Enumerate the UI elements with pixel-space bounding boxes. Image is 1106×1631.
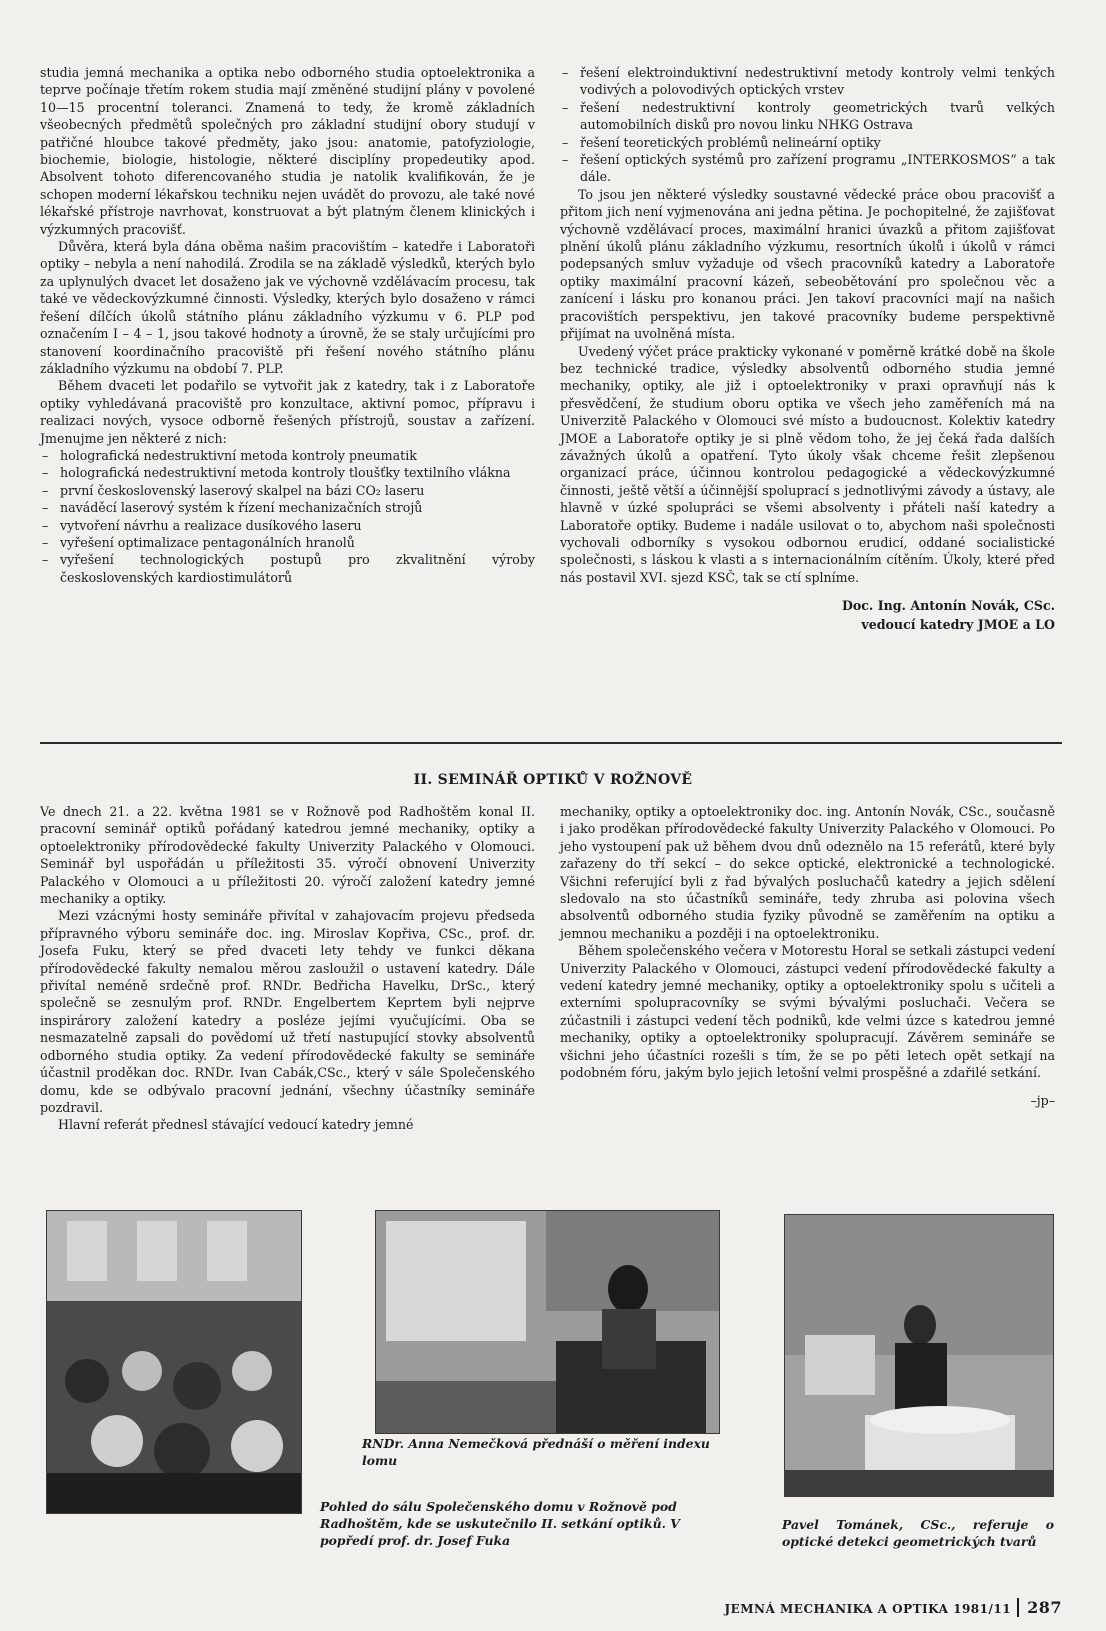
- paragraph: Hlavní referát přednesl stávající vedoucí katedry jemné: [58, 1117, 414, 1133]
- list-item: – řešení teoretických problémů nelineární optiky: [560, 134, 1055, 151]
- page-number: 287: [1017, 1598, 1062, 1617]
- journal-title: JEMNÁ MECHANIKA A OPTIKA 1981/11: [724, 1602, 1012, 1616]
- list-item: – řešení elektroinduktivní nedestruktivní metody kontroly velmi tenkých vodivých a polovodivých optických vrstev: [560, 64, 1055, 99]
- audience-hall-photo: [46, 1210, 302, 1514]
- photo-caption: RNDr. Anna Nemečková přednáší o měření indexu lomu: [362, 1436, 710, 1468]
- results-list: [40, 447, 535, 586]
- author-signature: [560, 596, 1055, 634]
- author-role: vedoucí katedry JMOE a LO: [861, 617, 1055, 633]
- list-item: – řešení nedestruktivní kontroly geometrických tvarů velkých automobilních disků pro novou linku NHKG Ostrava: [560, 99, 1055, 134]
- list-item: – řešení optických systémů pro zařízení programu „INTERKOSMOS“ a tak dále.: [560, 151, 1055, 186]
- photo-caption: Pavel Tománek, CSc., referuje o optické detekci geometrických tvarů: [782, 1517, 1054, 1549]
- photo-caption: Pohled do sálu Společenského domu v Rožnově pod Radhoštěm, kde se uskutečnilo II. setkání optiků. V popředí prof. dr. Josef Fuka: [320, 1499, 680, 1548]
- results-list: [560, 64, 1055, 186]
- list-item: – holografická nedestruktivní metoda kontroly tloušťky textilního vlákna: [40, 464, 535, 481]
- author-name: Doc. Ing. Antonín Novák, CSc.: [841, 598, 1055, 614]
- article-continuation-right: [560, 64, 1055, 634]
- paragraph: mechaniky, optiky a optoelektroniky doc. ing. Antonín Novák, CSc., současně i jako proděkan přírodovědecké fakulty Univerzity Palackého v Olomouci. Po jeho vystoupení pak už během dvou dnů odeznělo na 15 referátů, které byly zařazeny do tří sekcí – do sekce optické, elektronické a technologické. Všichni referující byli z řad bývalých posluchačů katedry a jejich sdělení sledovalo na sto účastníků semináře, tedy zhruba asi polovina všech absolventů odborného studia fyziky původně se zaměřením na optiku a jemnou mechaniku a později i na optoelektroniku.: [560, 804, 1055, 941]
- article-continuation-left: [40, 64, 535, 586]
- paragraph: Ve dnech 21. a 22. května 1981 se v Rožnově pod Radhoštěm konal II. pracovní seminář optiků pořádaný katedrou jemné mechaniky, optiky a optoelektroniky přírodovědecké fakulty Univerzity Palackého v Olomouci. Seminář byl uspořádán u příležitosti 35. výročí obnovení Univerzity Palackého v Olomouci a u příležitosti 20. výročí založení katedry jemné mechaniky a optiky.: [40, 804, 535, 907]
- paragraph: Mezi vzácnými hosty semináře přivítal v zahajovacím projevu předseda přípravného výboru semináře doc. ing. Miroslav Kopřiva, CSc., prof. dr. Josefa Fuku, který se před dvaceti lety tehdy ve funkci děkana přírodovědecké fakulty nemalou měrou zasloužil o ustavení katedry. Dále přivítal neméně srdečně prof. RNDr. Bedřicha Havelku, DrSc., který společně se zesnulým prof. RNDr. Engelbertem Keprtem byli nejprve inspirárory založení katedry a posléze jejími vyučujícími. Oba se nesmazatelně zapsali do povědomí už třetí nastupující stovky absolventů odborného studia optiky. Za vedení přírodovědecké fakulty se semináře účastnil proděkan doc. RNDr. Ivan Cabák,CSc., který v sále Společenského domu, kde se odbývalo pracovní jednání, všechny účastníky semináře pozdravil.: [40, 908, 535, 1115]
- paragraph: Během dvaceti let podařilo se vytvořit jak z katedry, tak i z Laboratoře optiky vyhledávaná pracoviště pro konzultace, aktivní pomoc, přípravu i realizaci nových, vysoce odborně řešených přístrojů, soustav a zařízení. Jmenujme jen některé z nich:: [40, 378, 535, 446]
- paragraph: studia jemná mechanika a optika nebo odborného studia optoelektronika a teprve počínaje třetím rokem studia mají změněné studijní plány v povolené 10—15 procentní toleranci. Znamená to tedy, že kromě základních všeobecných předmětů společných pro základní studijní obory studují v patřičné hloubce takové předměty, jako jsou: anatomie, patofyziologie, biochemie, biologie, histologie, některé disciplíny propedeutiky apod. Absolvent tohoto diferencovaného studia je natolik kvalifikován, že je schopen moderní lékařskou techniku nejen uvádět do provozu, ale také nové lékařské přístroje navrhovat, konstruovat a být platným členem klinických i výzkumných pracovišť.: [40, 65, 535, 237]
- page-footer: [724, 1598, 1062, 1617]
- section-divider: [40, 742, 1062, 744]
- list-item: – první československý laserový skalpel na bázi CO₂ laseru: [40, 482, 535, 499]
- paragraph: Uvedený výčet práce prakticky vykonané v poměrně krátké době na škole bez technické tradice, výsledky absolventů odborného studia jemné mechaniky, optiky, ale již i optoelektroniky v praxi opravňují nás k přesvědčení, že studium oboru optika ve všech jeho zaměřeních má na Univerzitě Palackého v Olomouci své místo a budoucnost. Kolektiv katedry JMOE a Laboratoře optiky je si plně vědom toho, že jej čeká řada dalších závažných úkolů a opatření. Tyto úkoly však chceme řešit zlepšenou organizací práce, účinnou kontrolou pedagogické a vědeckovýzkumné činnosti, ještě větší a účinnější spoluprací s jednotlivými závody a ústavy, ale hlavně v úzké spolupráci se všemi absolventy i přáteli naší katedry a Laboratoře optiky. Budeme i nadále usilovat o to, abychom naši společnosti vychovali odborníky s vysokou odbornou erudicí, oddané socialistické společnosti, s láskou k vlasti a s internacionálním cítěním. Úkoly, které před nás postavil XVI. sjezd KSČ, tak se ctí splníme.: [560, 343, 1055, 585]
- list-item: – holografická nedestruktivní metoda kontroly pneumatik: [40, 447, 535, 464]
- lecturer-photo: [375, 1210, 720, 1434]
- author-initials: –jp–: [1030, 1092, 1055, 1108]
- paragraph: To jsou jen některé výsledky soustavné vědecké práce obou pracovišť a přitom jich není vyjmenována ani jedna pětina. Je pochopitelné, že zajišťovat výchovně vzdělávací proces, maximální hranici úvazků a přitom zajišťovat plnění úkolů plánu základního výzkumu, resortních úkolů i úkolů v rámci podepsaných smluv vyžaduje od všech pracovníků katedry a Laboratoře optiky maximální pracovní kázeň, sebeobětování pro společnou věc a zanícení i lásku pro konanou práci. Jen takoví pracovníci mají na našich pracovištích perspektivu, jen takové pracovníky budeme perspektivně přijímat na uvolněná místa.: [560, 186, 1055, 342]
- list-item: – vyřešení technologických postupů pro zkvalitnění výroby československých kardiostimulátorů: [40, 551, 535, 586]
- speaker-photo: [784, 1214, 1054, 1497]
- list-item: – vyřešení optimalizace pentagonálních hranolů: [40, 534, 535, 551]
- list-item: – vytvoření návrhu a realizace dusíkového laseru: [40, 517, 535, 534]
- paragraph: Během společenského večera v Motorestu Horal se setkali zástupci vedení Univerzity Palackého v Olomouci, zástupci vedení přírodovědecké fakulty a vedení katedry jemné mechaniky, optiky a optoelektroniky spolu s učiteli a externími spolupracovníky se svými bývalými posluchači. Večera se zúčastnili i zástupci vedení těch podniků, kde velmi úzce s katedrou jemné mechaniky, optiky a optoelektroniky spolupracují. Závěrem semináře se všichni jeho účastníci rozešli s tím, že se po pěti letech opět setkají na podobném fóru, jakým bylo jejich letošní velmi prospěšné a zdařilé setkání.: [560, 943, 1055, 1081]
- section-title: II. SEMINÁŘ OPTIKŮ V ROŽNOVĚ: [413, 772, 693, 788]
- list-item: – naváděcí laserový systém k řízení mechanizačních strojů: [40, 499, 535, 516]
- seminar-report-right: [560, 803, 1055, 1109]
- paragraph: Důvěra, která byla dána oběma našim pracovištím – katedře i Laboratoři optiky – nebyla a není nahodilá. Zrodila se na základě výsledků, kterých bylo za uplynulých dvacet let dosaženo jak ve výchovně vzdělávacím procesu, tak také ve vědeckovýzkumné činnosti. Výsledky, kterých bylo dosaženo v rámci řešení dílčích úkolů státního plánu základního výzkumu v 6. PLP pod označením I – 4 – 1, jsou takové hodnoty a úrovně, že se staly určujícími pro stanovení koordinačního pracoviště při řešení nového státního plánu základního výzkumu na období 7. PLP.: [40, 239, 535, 376]
- seminar-report-left: [40, 803, 535, 1134]
